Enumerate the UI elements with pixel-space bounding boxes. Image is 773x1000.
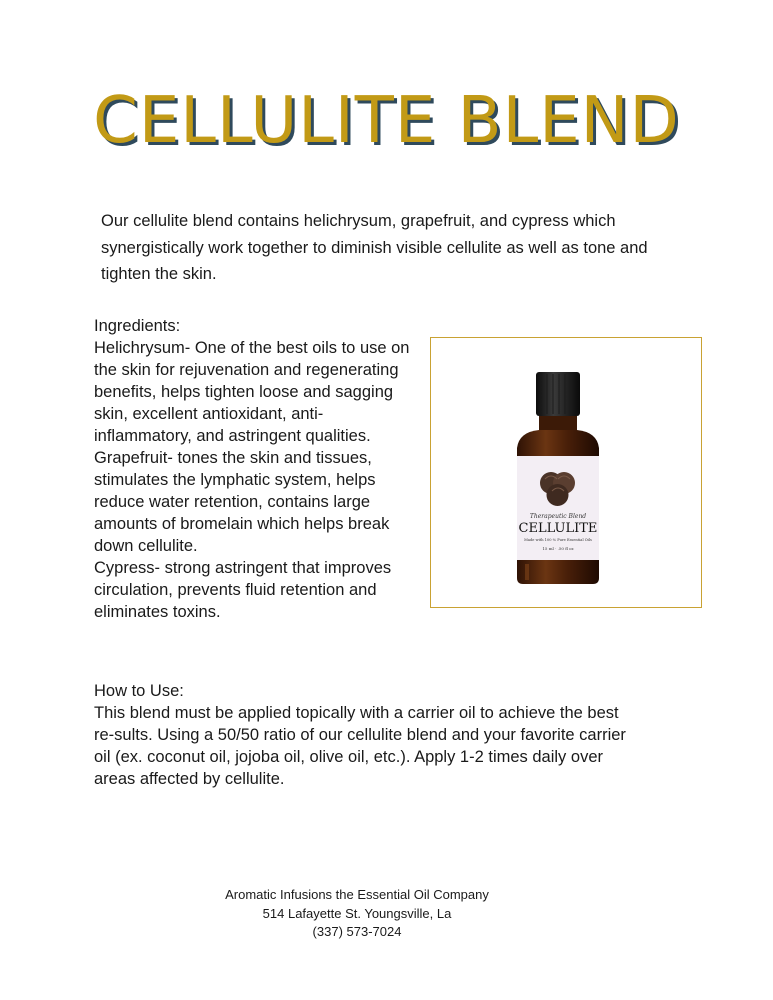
bottle-label <box>517 456 599 560</box>
ingredients-section <box>94 315 414 623</box>
intro-paragraph: Our cellulite blend contains helichrysum, grapefruit, and cypress which synergistically work together to diminish visible cellulite as well as tone and tighten the skin. <box>101 212 648 283</box>
bottle-image <box>431 338 701 607</box>
how-to-use-heading: How to Use: <box>94 682 184 700</box>
label-line1-text: Made with 100 % Pure Essential Oils <box>524 538 592 542</box>
how-to-use-text: This blend must be applied topically with a carrier oil to achieve the best re-sults. Using a 50/50 ratio of our cellulite blend and your favorite carrier oil (ex. coconut oil, jojoba oil, olive oil, etc.). Apply 1-2 times daily over areas affected by cellulite. <box>94 704 626 788</box>
ingredient-helichrysum: Helichrysum- One of the best oils to use on the skin for rejuvenation and regenerating benefits, helps tighten loose and sagging skin, excellent antioxidant, anti-inflammatory, and astringent qualities. <box>94 339 410 445</box>
company-address: 514 Lafayette St. Youngsville, La <box>262 905 452 921</box>
page-title: CELLULITE BLEND <box>93 84 680 158</box>
label-name-text: CELLULITE <box>518 521 598 536</box>
how-to-use-section <box>94 680 642 790</box>
company-footer <box>0 886 714 942</box>
label-line2-text: 15 ml · .50 fl oz <box>542 546 574 551</box>
ingredient-cypress: Cypress- strong astringent that improves circulation, prevents fluid retention and eliminates toxins. <box>94 559 392 621</box>
product-photo <box>430 337 702 608</box>
company-name: Aromatic Infusions the Essential Oil Company <box>225 887 489 902</box>
company-phone: (337) 573-7024 <box>312 924 402 939</box>
label-top-text: Therapeutic Blend <box>529 513 587 520</box>
ingredient-grapefruit: Grapefruit- tones the skin and tissues, stimulates the lymphatic system, helps reduce water retention, contains large amounts of bromelain which helps break down cellulite. <box>94 449 390 555</box>
bottle-cap <box>536 372 580 416</box>
ingredients-heading: Ingredients: <box>94 317 181 335</box>
